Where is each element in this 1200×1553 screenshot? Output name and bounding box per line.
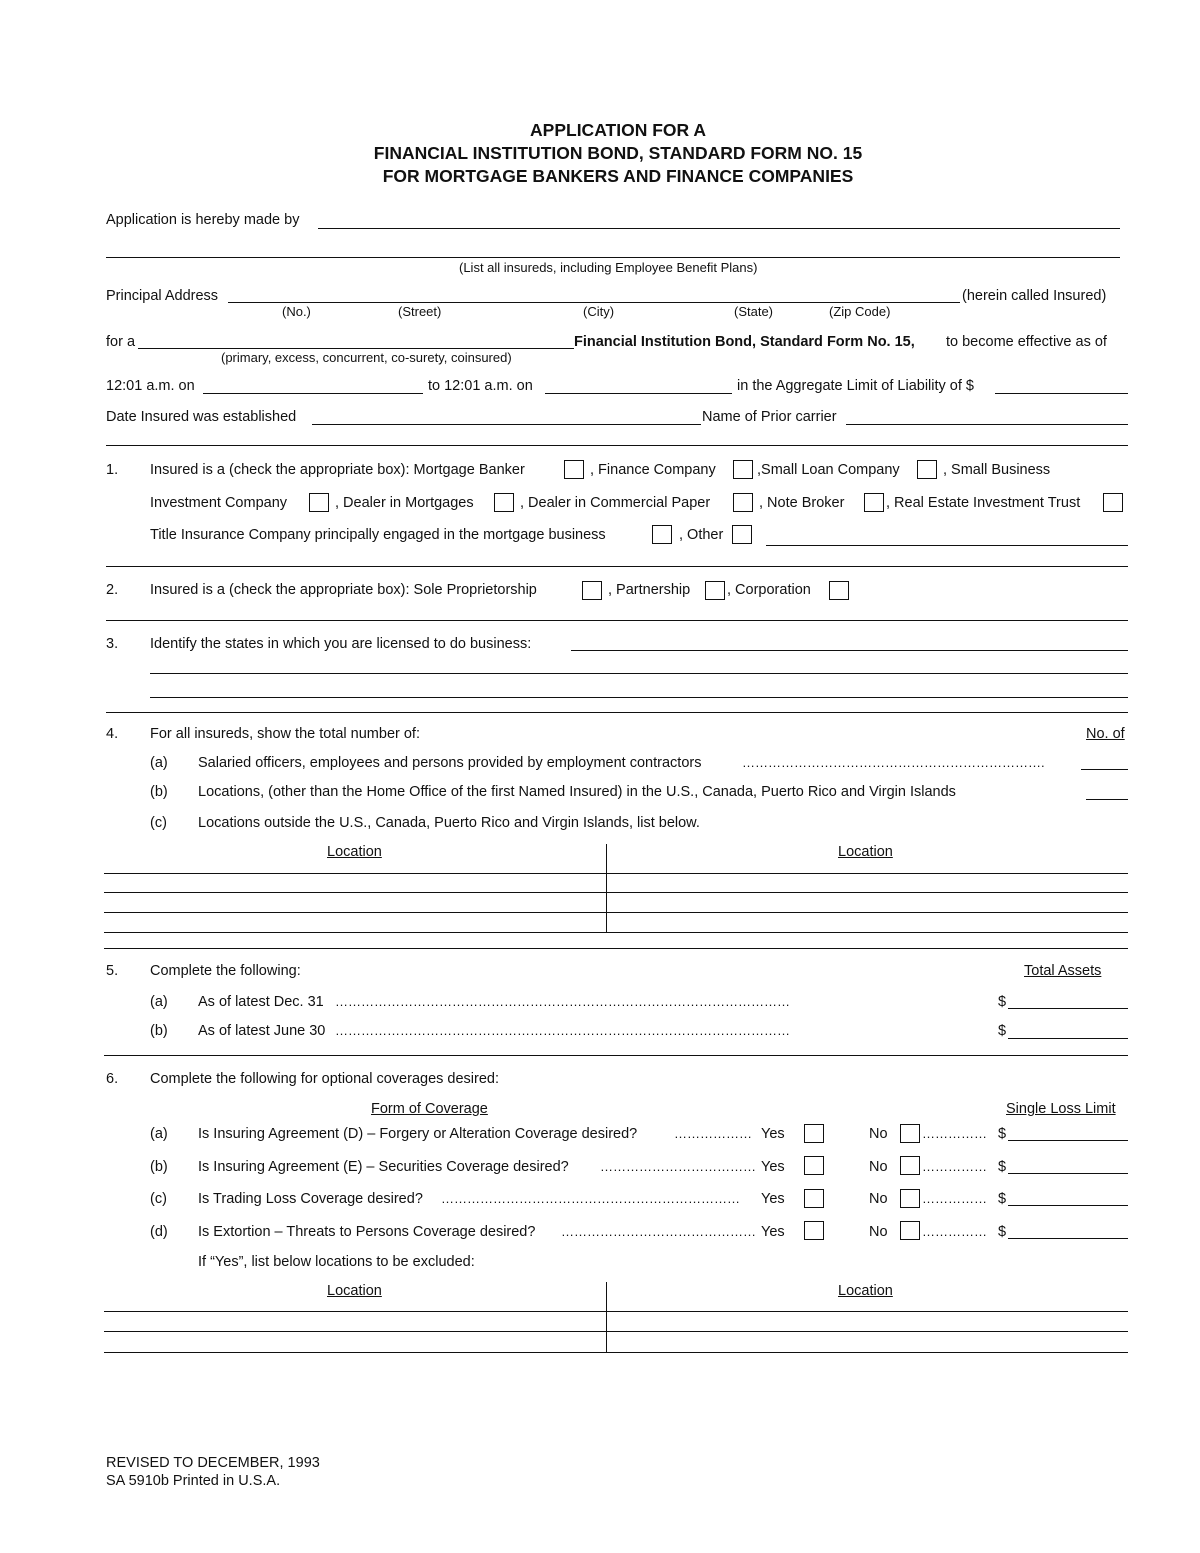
q1-other-label: , Other: [679, 527, 724, 543]
q6a-yes-checkbox[interactable]: [804, 1124, 824, 1143]
address-zip-hint: (Zip Code): [829, 304, 891, 319]
location-row[interactable]: [104, 932, 1128, 933]
q6d-no-label: No: [869, 1224, 888, 1240]
q6b-dots: ………………………………: [600, 1160, 756, 1173]
q1-small-loan-label: ,Small Loan Company: [757, 462, 900, 478]
q4-text: For all insureds, show the total number of:: [150, 726, 420, 742]
form-title-line-1: APPLICATION FOR A: [530, 120, 706, 140]
address-state-hint: (State): [734, 304, 774, 319]
q4a-text: Salaried officers, employees and persons provided by employment contractors: [198, 755, 702, 771]
q6a-no-checkbox[interactable]: [900, 1124, 920, 1143]
q6a-dots: ………………: [674, 1127, 752, 1140]
q4b-label: (b): [150, 784, 168, 800]
revised-date: REVISED TO DECEMBER, 1993: [106, 1455, 320, 1471]
title-insurance-checkbox[interactable]: [652, 525, 672, 544]
q1-reit-label: , Real Estate Investment Trust: [886, 495, 1081, 511]
q1-dealer-paper-label: , Dealer in Commercial Paper: [520, 495, 711, 511]
principal-address-field[interactable]: [228, 302, 960, 303]
q6c-label: (c): [150, 1191, 167, 1207]
q6d-label: (d): [150, 1224, 168, 1240]
q3-number: 3.: [106, 636, 119, 652]
q1-finance-company-label: , Finance Company: [590, 462, 716, 478]
location-row[interactable]: [104, 912, 1128, 913]
aggregate-limit-label: in the Aggregate Limit of Liability of $: [737, 378, 974, 394]
section-divider: [106, 712, 1128, 713]
aggregate-limit-field[interactable]: [995, 393, 1128, 394]
form-of-coverage-header: Form of Coverage: [371, 1101, 488, 1117]
form-number: SA 5910b Printed in U.S.A.: [106, 1473, 281, 1489]
other-checkbox[interactable]: [732, 525, 752, 544]
q6b-no-dots: ……………: [922, 1160, 987, 1173]
principal-address-label: Principal Address: [106, 288, 219, 304]
date-established-label: Date Insured was established: [106, 409, 297, 425]
q5-number: 5.: [106, 963, 119, 979]
applicant-name-field-2[interactable]: [106, 257, 1120, 258]
q1-small-business-label: , Small Business: [943, 462, 1051, 478]
q4a-label: (a): [150, 755, 168, 771]
q6c-text: Is Trading Loss Coverage desired?: [198, 1191, 423, 1207]
q6c-limit-field[interactable]: [1008, 1205, 1128, 1206]
q4c-label: (c): [150, 815, 167, 831]
q6c-yes-label: Yes: [761, 1191, 785, 1207]
q6c-dollar: $: [998, 1191, 1007, 1207]
herein-called-label: (herein called Insured): [962, 288, 1107, 304]
prior-carrier-label: Name of Prior carrier: [702, 409, 837, 425]
end-time-label: to 12:01 a.m. on: [428, 378, 533, 394]
q4c-text: Locations outside the U.S., Canada, Puerto Rico and Virgin Islands, list below.: [198, 815, 700, 831]
q1-dealer-mortgages-label: , Dealer in Mortgages: [335, 495, 474, 511]
date-established-field[interactable]: [312, 424, 701, 425]
form-title-line-2: FINANCIAL INSTITUTION BOND, STANDARD FORM NO. 15: [373, 143, 863, 163]
q3-states-label: Identify the states in which you are licensed to do business:: [150, 636, 532, 652]
q6a-label: (a): [150, 1126, 168, 1142]
q5b-dots: ……………………………………………………………………………………………: [335, 1024, 790, 1037]
location-row[interactable]: [104, 873, 1128, 874]
excluded-location-row[interactable]: [104, 1331, 1128, 1332]
q2-corporation-label: , Corporation: [727, 582, 811, 598]
section-divider: [106, 620, 1128, 621]
q6d-dots: ………………………………………: [561, 1225, 756, 1238]
bond-type-field[interactable]: [138, 348, 574, 349]
q5b-label: (b): [150, 1023, 168, 1039]
location-header-right: Location: [838, 844, 893, 860]
excluded-location-header-left: Location: [327, 1283, 382, 1299]
bond-name-label: Financial Institution Bond, Standard Form No. 15,: [574, 334, 915, 350]
bond-types-note: (primary, excess, concurrent, co-surety, coinsured): [221, 350, 512, 365]
applicant-name-field[interactable]: [318, 228, 1120, 229]
q6b-text: Is Insuring Agreement (E) – Securities Coverage desired?: [198, 1159, 569, 1175]
q5a-dollar: $: [998, 994, 1007, 1010]
q2-number: 2.: [106, 582, 119, 598]
location-row[interactable]: [104, 892, 1128, 893]
q4-col-header: No. of: [1086, 726, 1125, 742]
q6b-limit-field[interactable]: [1008, 1173, 1128, 1174]
end-date-field[interactable]: [545, 393, 732, 394]
q5a-label: (a): [150, 994, 168, 1010]
q5-text: Complete the following:: [150, 963, 301, 979]
q6-number: 6.: [106, 1071, 119, 1087]
excluded-location-header-right: Location: [838, 1283, 893, 1299]
q1-note-broker-label: , Note Broker: [759, 495, 845, 511]
q5a-dots: ……………………………………………………………………………………………: [335, 995, 790, 1008]
assets-june30-field[interactable]: [1008, 1038, 1128, 1039]
q6c-no-label: No: [869, 1191, 888, 1207]
excluded-location-row[interactable]: [104, 1352, 1128, 1353]
states-field-1[interactable]: [571, 650, 1128, 651]
single-loss-limit-header: Single Loss Limit: [1006, 1101, 1116, 1117]
q6b-yes-checkbox[interactable]: [804, 1156, 824, 1175]
q6c-yes-checkbox[interactable]: [804, 1189, 824, 1208]
q1-number: 1.: [106, 462, 119, 478]
states-field-3[interactable]: [150, 697, 1128, 698]
q1-title-insurance-label: Title Insurance Company principally engaged in the mortgage business: [150, 527, 606, 543]
q6c-no-dots: ……………: [922, 1192, 987, 1205]
q6d-yes-checkbox[interactable]: [804, 1221, 824, 1240]
address-city-hint: (City): [583, 304, 615, 319]
q6d-no-checkbox[interactable]: [900, 1221, 920, 1240]
q6a-text: Is Insuring Agreement (D) – Forgery or Alteration Coverage desired?: [198, 1126, 638, 1142]
q6b-no-checkbox[interactable]: [900, 1156, 920, 1175]
location-header-left: Location: [327, 844, 382, 860]
assets-dec31-field[interactable]: [1008, 1008, 1128, 1009]
small-loan-company-checkbox[interactable]: [917, 460, 937, 479]
excluded-location-table-divider: [606, 1282, 607, 1352]
q4b-text: Locations, (other than the Home Office of the first Named Insured) in the U.S., Canada, Puerto Rico and Virgin Islands: [198, 784, 956, 800]
note-broker-checkbox[interactable]: [864, 493, 884, 512]
q5b-dollar: $: [998, 1023, 1007, 1039]
q6c-dots: ……………………………………………………………: [441, 1192, 740, 1205]
q6b-no-label: No: [869, 1159, 888, 1175]
domestic-locations-count-field[interactable]: [1086, 799, 1128, 800]
list-insureds-note: (List all insureds, including Employee Benefit Plans): [459, 260, 758, 275]
q1-mortgage-banker-label: Insured is a (check the appropriate box): Mortgage Banker: [150, 462, 525, 478]
employees-count-field[interactable]: [1081, 769, 1128, 770]
investment-company-checkbox[interactable]: [309, 493, 329, 512]
start-date-field[interactable]: [203, 393, 423, 394]
prior-carrier-field[interactable]: [846, 424, 1128, 425]
q6c-no-checkbox[interactable]: [900, 1189, 920, 1208]
q6b-dollar: $: [998, 1159, 1007, 1175]
q6a-dollar: $: [998, 1126, 1007, 1142]
q6d-no-dots: ……………: [922, 1225, 987, 1238]
form-title-line-3: FOR MORTGAGE BANKERS AND FINANCE COMPANIES: [382, 166, 854, 186]
section-divider: [104, 948, 1128, 949]
q2-partnership-label: , Partnership: [608, 582, 691, 598]
q6-text: Complete the following for optional coverages desired:: [150, 1071, 500, 1087]
q6b-label: (b): [150, 1159, 168, 1175]
excluded-location-row[interactable]: [104, 1311, 1128, 1312]
address-street-hint: (Street): [398, 304, 442, 319]
finance-company-checkbox[interactable]: [733, 460, 753, 479]
q2-sole-proprietorship-label: Insured is a (check the appropriate box): Sole Proprietorship: [150, 582, 537, 598]
q6d-limit-field[interactable]: [1008, 1238, 1128, 1239]
q5-col-header: Total Assets: [1024, 963, 1102, 979]
q5b-text: As of latest June 30: [198, 1023, 326, 1039]
dealer-commercial-paper-checkbox[interactable]: [733, 493, 753, 512]
q4a-dots: …………………………………………………………….: [742, 756, 1045, 769]
application-by-label: Application is hereby made by: [106, 212, 300, 228]
partnership-checkbox[interactable]: [705, 581, 725, 600]
section-divider: [106, 445, 1128, 446]
section-divider: [106, 566, 1128, 567]
location-table-divider: [606, 844, 607, 932]
effective-label: to become effective as of: [946, 334, 1107, 350]
exclude-locations-note: If “Yes”, list below locations to be excluded:: [198, 1254, 475, 1270]
other-specify-field[interactable]: [766, 545, 1128, 546]
sole-proprietorship-checkbox[interactable]: [582, 581, 602, 600]
corporation-checkbox[interactable]: [829, 581, 849, 600]
q5a-text: As of latest Dec. 31: [198, 994, 324, 1010]
address-no-hint: (No.): [282, 304, 311, 319]
q4-number: 4.: [106, 726, 119, 742]
states-field-2[interactable]: [150, 673, 1128, 674]
q6a-no-dots: ……………: [922, 1127, 987, 1140]
q6a-no-label: No: [869, 1126, 888, 1142]
for-a-label: for a: [106, 334, 136, 350]
q6d-yes-label: Yes: [761, 1224, 785, 1240]
mortgage-banker-checkbox[interactable]: [564, 460, 584, 479]
reit-checkbox[interactable]: [1103, 493, 1123, 512]
q1-investment-company-label: Investment Company: [150, 495, 288, 511]
dealer-mortgages-checkbox[interactable]: [494, 493, 514, 512]
section-divider: [104, 1055, 1128, 1056]
q6d-dollar: $: [998, 1224, 1007, 1240]
q6b-yes-label: Yes: [761, 1159, 785, 1175]
q6a-yes-label: Yes: [761, 1126, 785, 1142]
start-time-label: 12:01 a.m. on: [106, 378, 195, 394]
q6a-limit-field[interactable]: [1008, 1140, 1128, 1141]
q6d-text: Is Extortion – Threats to Persons Coverage desired?: [198, 1224, 536, 1240]
